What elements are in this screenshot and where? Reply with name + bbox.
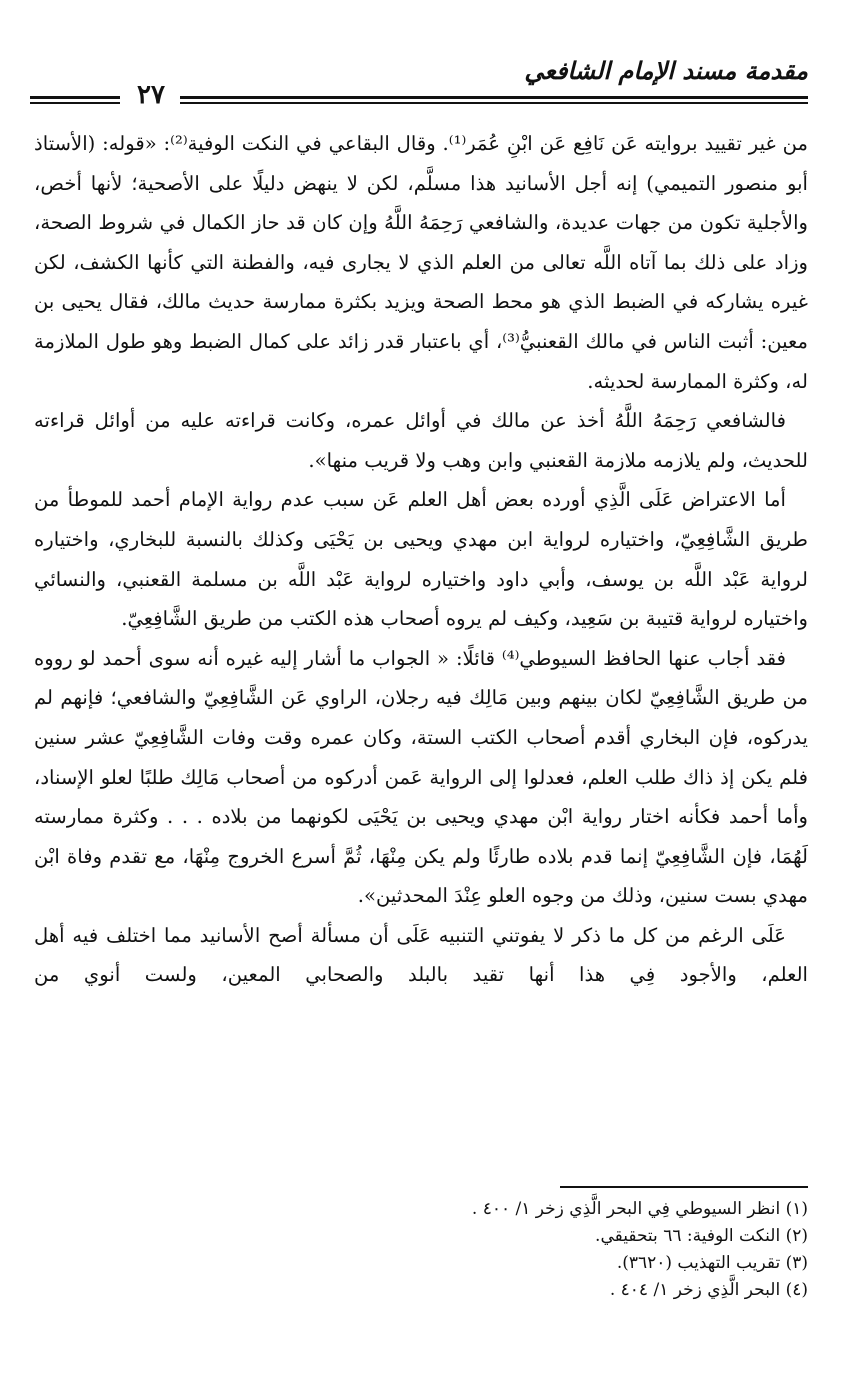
footnote-separator (560, 1186, 808, 1188)
footnote: (٣) تقريب التهذيب (٣٦٢٠). (616, 1253, 808, 1273)
paragraph: من غير تقييد بروايته عَن نَافِع عَن ابْنِ عُمَر⁽¹⁾. وقال البقاعي في النكت الوفية⁽²⁾: «قوله: (الأستاذ أبو منصور التميمي) إنه أجل الأسانيد هذا مسلَّم، لكن لا ينهض دليلًا على الأصحية؛ لأنها أخص، والأجلية تكون من جهات عديدة، والشافعي رَحِمَهُ اللَّهُ وإن كان قد حاز الكمال في شروط الصحة، وزاد على ذلك بما آتاه اللَّه تعالى من العلم الذي لا يجارى فيه، والفطنة التي كأنها الكشف، لكن غيره يشاركه في الضبط الذي هو محط الصحة ويزيد بكثرة ممارسة حديث مالك، فقال يحيى بن معين: أثبت الناس في مالك القعنبيُّ⁽³⁾، أي باعتبار قدر زائد على كمال الضبط وهو طول الملازمة له، وكثرة الممارسة لحديثه. (34, 132, 808, 393)
running-header-title: مقدمة مسند الإمام الشافعي (524, 56, 808, 85)
header-rule-left (30, 96, 120, 104)
paragraph: عَلَى الرغم من كل ما ذكر لا يفوتني التنبيه عَلَى أن مسألة أصح الأسانيد مما اختلف فيه أهل العلم، والأجود فِي هذا أنها تقيد بالبلد والصحابي المعين، ولست أنوي من (34, 923, 808, 987)
paragraph: أما الاعتراض عَلَى الَّذِي أورده بعض أهل العلم عَن سبب عدم رواية الإمام أحمد للموطأ من طريق الشَّافِعِيّ، واختياره لرواية ابن مهدي ويحيى بن يَحْيَى وكذلك بالنسبة للبخاري، واختياره لرواية عَبْد اللَّه بن يوسف، وأبي داود واختياره لرواية عَبْد اللَّه بن مسلمة القعنبي، والنسائي واختياره لرواية قتيبة بن سَعِيد، وكيف لم يروه أصحاب هذه الكتب من طريق الشَّافِعِيّ. (34, 488, 808, 631)
page-number: ٢٧ (137, 80, 165, 110)
main-text (34, 124, 808, 995)
footnote: (٢) النكت الوفية: ٦٦ بتحقيقي. (595, 1226, 808, 1246)
header-rule-right (180, 96, 808, 104)
paragraph: فالشافعي رَحِمَهُ اللَّهُ أخذ عن مالك في أوائل عمره، وكانت قراءته عليه من أوائل قراءته للحديث، ولم يلازمه ملازمة القعنبي وابن وهب ولا قريب منها». (34, 409, 808, 472)
footnote: (٤) البحر الَّذِي زخر ١/ ٤٠٤ . (609, 1280, 808, 1300)
footnotes (300, 1196, 808, 1304)
paragraph: فقد أجاب عنها الحافظ السيوطي⁽⁴⁾ قائلًا: « الجواب ما أشار إليه غيره أنه سوى أحمد لو رووه من طريق الشَّافِعِيّ لكان بينهم وبين مَالِك فيه رجلان، الراوي عَن الشَّافِعِيّ والشافعي؛ فإنهم لم يدركوه، فإن البخاري أقدم أصحاب الكتب الستة، وكان عمره وقت وفات الشَّافِعِيّ عشر سنين فلم يكن إذ ذاك طلب العلم، فعدلوا إلى الرواية عَمن أدركوه من أصحاب مَالِك طلبًا لعلو الإسناد، وأما أحمد فكأنه اختار رواية ابْن مهدي ويحيى بن يَحْيَى لكونهما من بلاده . . . وكثرة ممارسته لَهُمَا، فإن الشَّافِعِيّ إنما قدم بلاده طارئًا ولم يكن مِنْهَا، ثُمَّ أسرع الخروج مِنْهَا، مع تقدم وفاة ابْن مهدي بست سنين، وذلك من وجوه العلو عِنْدَ المحدثين». (34, 646, 808, 908)
footnote: (١) انظر السيوطي فِي البحر الَّذِي زخر ١/ ٤٠٠ . (471, 1199, 808, 1219)
